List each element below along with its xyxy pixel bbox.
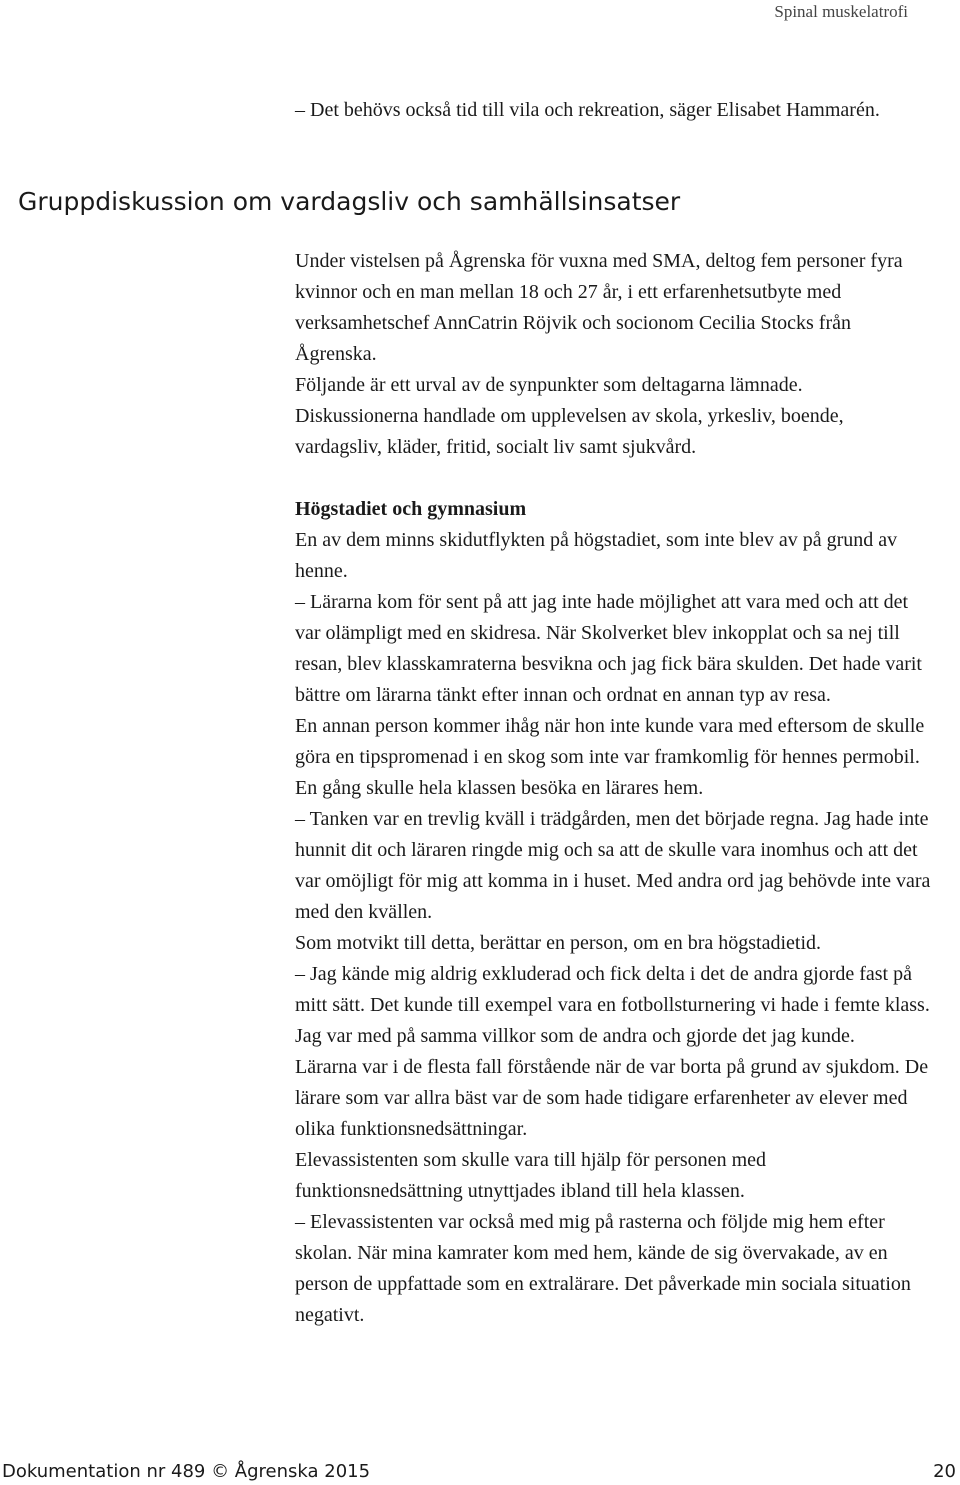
paragraph: En gång skulle hela klassen besöka en lärares hem. [295,777,704,799]
spacer [295,463,935,494]
paragraph: Diskussionerna handlade om upplevelsen av skola, yrkesliv, boende, vardagsliv, kläder, fritid, socialt liv samt sjukvård. [295,405,844,458]
paragraph: Under vistelsen på Ågrenska för vuxna med SMA, deltog fem personer fyra kvinnor och en man mellan 18 och 27 år, i ett erfarenhetsutbyte med verksamhetschef AnnCatrin Röjvik och socionom Cecilia Stocks från Ågrenska. [295,250,903,365]
paragraph: Lärarna var i de flesta fall förstående när de var borta på grund av sjukdom. De lärare som var allra bäst var de som hade tidigare erfarenheter av elever med olika funktionsnedsättningar. [295,1056,929,1140]
paragraph: En annan person kommer ihåg när hon inte kunde vara med eftersom de skulle göra en tipspromenad i en skog som inte var framkomlig för hennes permobil. [295,715,925,768]
paragraph: Som motvikt till detta, berättar en person, om en bra högstadietid. [295,932,821,954]
running-header: Spinal muskelatrofi [774,2,908,21]
intro-quote: – Det behövs också tid till vila och rekreation, säger Elisabet Hammarén. [295,99,880,121]
paragraph: En av dem minns skidutflykten på högstadiet, som inte blev av på grund av henne. [295,529,898,582]
paragraph: – Lärarna kom för sent på att jag inte hade möjlighet att vara med och att det var olämpligt med en skidresa. När Skolverket blev inkopplat och sa nej till resan, blev klasskamraterna besvikna och jag fick bära skulden. Det hade varit bättre om lärarna tänkt efter innan och ordnat en annan typ av resa. [295,591,922,706]
paragraph: – Jag kände mig aldrig exkluderad och fick delta i det de andra gjorde fast på mitt sätt. Det kunde till exempel vara en fotbollsturnering vi hade i femte klass. Jag var med på samma villkor som de andra och gjorde det jag kunde. [295,963,930,1047]
page-number: 20 [933,1461,956,1482]
section-title: Gruppdiskussion om vardagsliv och samhällsinsatser [18,187,681,216]
body-column [295,246,935,1331]
subsection-heading: Högstadiet och gymnasium [295,498,527,520]
paragraph: – Elevassistenten var också med mig på rasterna och följde mig hem efter skolan. När mina kamrater kom med hem, kände de sig övervakade, av en person de uppfattade som en extralärare. Det påverkade min sociala situation negativt. [295,1211,911,1326]
footer-publication: Dokumentation nr 489 © Ågrenska 2015 [2,1461,371,1482]
paragraph: Elevassistenten som skulle vara till hjälp för personen med funktionsnedsättning utnyttjades ibland till hela klassen. [295,1149,766,1202]
paragraph: – Tanken var en trevlig kväll i trädgården, men det började regna. Jag hade inte hunnit dit och läraren ringde mig och sa att de skulle vara inomhus och att det var omöjligt för mig att komma in i huset. Med andra ord jag behövde inte vara med den kvällen. [295,808,931,923]
paragraph: Följande är ett urval av de synpunkter som deltagarna lämnade. [295,374,803,396]
